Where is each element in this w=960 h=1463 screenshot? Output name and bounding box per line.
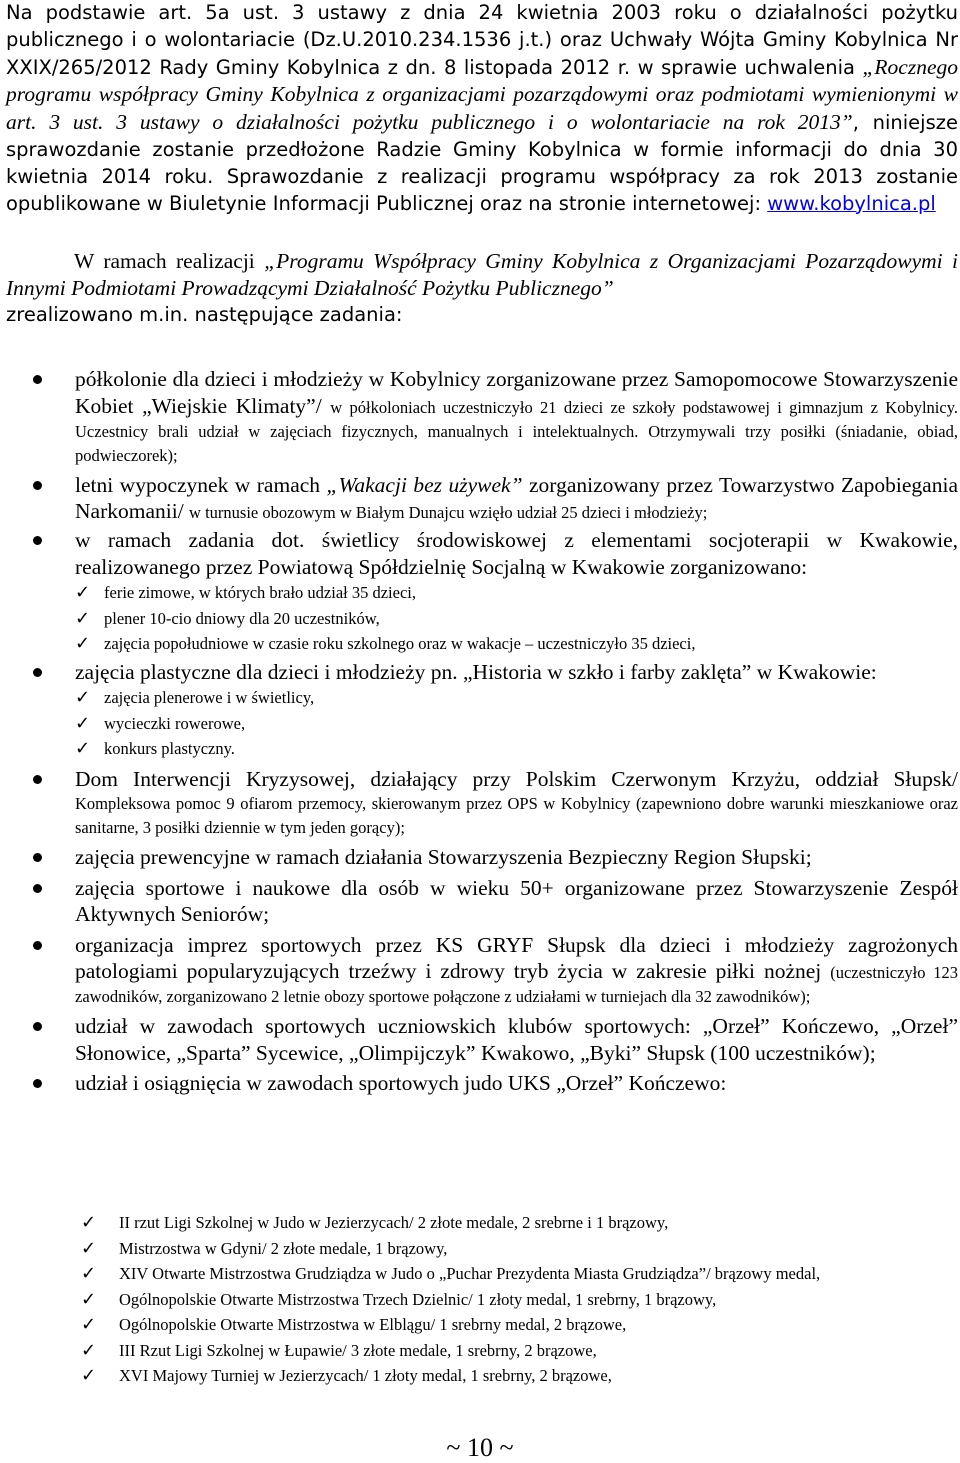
- ramach-title: „Programu Współpracy Gminy Kobylnica z Organizacjami Pozarządowymi i Innymi Podmiotami Prowadzącymi Działalność Pożytku Publicznego”: [6, 249, 959, 300]
- check-icon: ✓: [81, 1365, 97, 1386]
- check-item: ✓ konkurs plastyczny.: [75, 736, 958, 762]
- task-item: zajęcia plastyczne dla dzieci i młodzieży pn. „Historia w szkło i farby zaklęta” w Kwakowie: ✓ zajęcia plenerowe i w świetlicy, ✓ wycieczki rowerowe, ✓ konkurs plastyczny.: [6, 659, 958, 762]
- task-item: letni wypoczynek w ramach „Wakacji bez używek” zorganizowany przez Towarzystwo Zapobiegania Narkomanii/ w turnusie obozowym w Białym Dunajcu wzięło udział 25 dzieci i młodzieży;: [6, 472, 958, 526]
- website-link[interactable]: www.kobylnica.pl: [767, 191, 936, 215]
- bullet-icon: [33, 941, 42, 950]
- task-list: [6, 366, 958, 1097]
- ramach-paragraph: [6, 248, 958, 302]
- check-icon: ✓: [75, 687, 91, 708]
- task-item: zajęcia sportowe i naukowe dla osób w wieku 50+ organizowane przez Stowarzyszenie Zespół Aktywnych Seniorów;: [6, 875, 958, 928]
- check-icon: ✓: [75, 712, 91, 734]
- check-icon: ✓: [81, 1288, 97, 1310]
- check-item: ✓ ferie zimowe, w których brało udział 35 dzieci,: [75, 580, 958, 606]
- check-item: ✓ Mistrzostwa w Gdyni/ 2 złote medale, 1 brązowy,: [46, 1236, 958, 1262]
- check-icon: ✓: [81, 1314, 97, 1335]
- check-list: [75, 580, 958, 657]
- task-item: zajęcia prewencyjne w ramach działania Stowarzyszenia Bezpieczny Region Słupski;: [6, 844, 958, 871]
- check-item: ✓ zajęcia popołudniowe w czasie roku szkolnego oraz w wakacje – uczestniczyło 35 dzieci,: [75, 631, 958, 657]
- check-item: ✓ wycieczki rowerowe,: [75, 711, 958, 737]
- task-item: w ramach zadania dot. świetlicy środowiskowej z elementami socjoterapii w Kwakowie, realizowanego przez Powiatową Spółdzielnię Socjalną w Kwakowie zorganizowano: ✓ ferie zimowe, w których brało udział 35 dzieci, ✓ plener 10-cio dniowy dla 20 uczestników, ✓ zajęcia popołudniowe w czasie roku szkolnego oraz w wakacje – uczestniczyło 35 dzieci,: [6, 527, 958, 657]
- check-item: ✓ XIV Otwarte Mistrzostwa Grudziądza w Judo o „Puchar Prezydenta Miasta Grudziądza”/ brązowy medal,: [46, 1261, 958, 1287]
- task-item: półkolonie dla dzieci i młodzieży w Kobylnicy zorganizowane przez Samopomocowe Stowarzyszenie Kobiet „Wiejskie Klimaty”/ w półkoloniach uczestniczyło 21 dzieci ze szkoły podstawowej i gimnazjum z Kobylnicy. Uczestnicy brali udział w zajęciach fizycznych, manualnych i intelektualnych. Otrzymywali trzy posiłki (śniadanie, obiad, podwieczorek);: [6, 366, 958, 468]
- task-item: organizacja imprez sportowych przez KS GRYF Słupsk dla dzieci i młodzieży zagrożonych patologiami popularyzujących trzeźwy i zdrowy tryb życia w zakresie piłki nożnej (uczestniczyło 123 zawodników, zorganizowano 2 letnie obozy sportowe połączone z udziałami w turniejach dla 32 zawodników);: [6, 932, 958, 1010]
- check-icon: ✓: [81, 1237, 97, 1259]
- page-number: ~ 10 ~: [446, 1433, 514, 1462]
- bullet-icon: [33, 853, 42, 862]
- bullet-icon: [33, 884, 42, 893]
- check-item: ✓ Ogólnopolskie Otwarte Mistrzostwa w Elblągu/ 1 srebrny medal, 2 brązowe,: [46, 1312, 958, 1338]
- bullet-icon: [33, 375, 42, 384]
- check-list: [75, 685, 958, 762]
- check-icon: ✓: [81, 1212, 97, 1233]
- check-item: ✓ Ogólnopolskie Otwarte Mistrzostwa Trzech Dzielnic/ 1 złoty medal, 1 srebrny, 1 brązowy,: [46, 1287, 958, 1313]
- bullet-icon: [33, 1022, 42, 1031]
- task-item: Dom Interwencji Kryzysowej, działający przy Polskim Czerwonym Krzyżu, oddział Słupsk/ Kompleksowa pomoc 9 ofiarom przemocy, skierowanym przez OPS w Kobylnicy (zapewniono dobre warunki mieszkaniowe oraz sanitarne, 3 posiłki dziennie w tym jeden gorący);: [6, 766, 958, 841]
- bullet-icon: [33, 1079, 42, 1088]
- bullet-icon: [33, 536, 42, 545]
- check-item: ✓ II rzut Ligi Szkolnej w Judo w Jezierzycach/ 2 złote medale, 2 srebrne i 1 brązowy,: [46, 1210, 958, 1236]
- check-icon: ✓: [75, 582, 91, 603]
- task-item: udział w zawodach sportowych uczniowskich klubów sportowych: „Orzeł” Kończewo, „Orzeł” Słonowice, „Sparta” Sycewice, „Olimpijczyk” Kwakowo, „Byki” Słupsk (100 uczestników);: [6, 1013, 958, 1066]
- check-icon: ✓: [81, 1263, 97, 1284]
- check-icon: ✓: [75, 607, 91, 629]
- bullet-icon: [33, 481, 42, 490]
- program-title: „Rocznego programu współpracy Gminy Kobylnica z organizacjami pozarządowymi oraz podmiotami wymienionymi w art. 3 ust. 3 ustawy o działalności pożytku publicznego i o wolontariacie na rok 2013”: [6, 54, 958, 135]
- check-item: ✓ III Rzut Ligi Szkolnej w Łupawie/ 3 złote medale, 1 srebrny, 2 brązowe,: [46, 1338, 958, 1364]
- check-item: ✓ plener 10-cio dniowy dla 20 uczestników,: [75, 606, 958, 632]
- bullet-icon: [33, 775, 42, 784]
- bullet-icon: [33, 668, 42, 677]
- check-icon: ✓: [75, 738, 91, 759]
- judo-results-list: [46, 1210, 958, 1389]
- ramach-tail: zrealizowano m.in. następujące zadania:: [6, 303, 403, 326]
- intro-rest: , niniejsze sprawozdanie zostanie przedłożone Radzie Gminy Kobylnica w formie informacji do dnia 30 kwietnia 2014 roku. Sprawozdanie z realizacji programu współpracy za rok 2013 zostanie opublikowane w Biuletynie Informacji Publicznej oraz na stronie internetowej:: [6, 111, 958, 215]
- check-item: ✓ XVI Majowy Turniej w Jezierzycach/ 1 złoty medal, 1 srebrny, 2 brązowe,: [46, 1363, 958, 1389]
- check-item: ✓ zajęcia plenerowe i w świetlicy,: [75, 685, 958, 711]
- intro-text: Na podstawie art. 5a ust. 3 ustawy z dnia 24 kwietnia 2003 roku o działalności pożytku publicznego i o wolontariacie (Dz.U.2010.234.1536 j.t.) oraz Uchwały Wójta Gminy Kobylnica Nr XXIX/265/2012 Rady Gminy Kobylnica z dn. 8 listopada 2012 r. w sprawie uchwalenia: [6, 1, 958, 79]
- ramach-lead: W ramach realizacji: [74, 249, 265, 273]
- intro-paragraph: [6, 0, 958, 217]
- check-icon: ✓: [75, 633, 91, 654]
- check-icon: ✓: [81, 1339, 97, 1361]
- task-item: udział i osiągnięcia w zawodach sportowych judo UKS „Orzeł” Kończewo:: [6, 1070, 958, 1097]
